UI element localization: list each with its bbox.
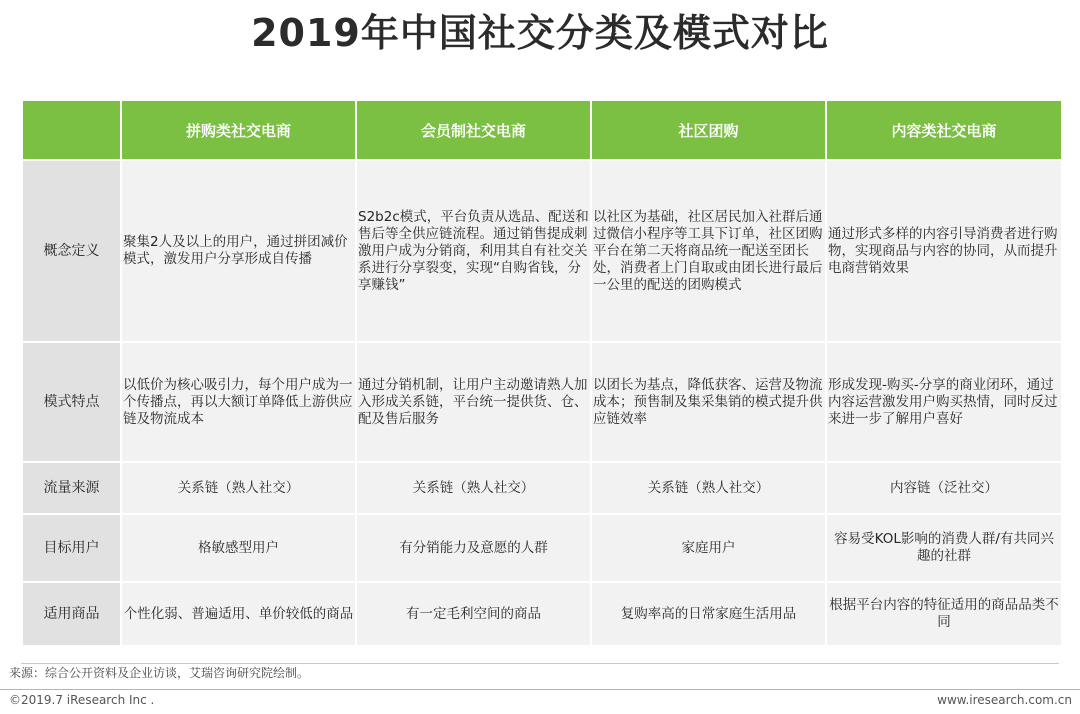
table-cell: 家庭用户: [592, 515, 825, 583]
table-cell: 形成发现-购买-分享的商业闭环，通过内容运营激发用户购买热情，同时反过来进一步了解用户喜好: [827, 343, 1061, 463]
table-row-traffic-source: [23, 463, 1061, 515]
table-cell: 通过分销机制，让用户主动邀请熟人加入形成关系链，平台统一提供货、仓、配及售后服务: [357, 343, 590, 463]
bottom-rule: [0, 689, 1080, 690]
table-row-target-users: [23, 515, 1061, 583]
source-note: 来源：综合公开资料及企业访谈，艾瑞咨询研究院绘制。: [9, 666, 310, 680]
table-cell: 以社区为基础，社区居民加入社群后通过微信小程序等工具下订单，社区团购平台在第二天将商品统一配送至团长处，消费者上门自取或由团长进行最后一公里的配送的团购模式: [592, 161, 825, 343]
column-header-content: 内容类社交电商: [827, 101, 1061, 161]
table-cell: 个性化弱、普遍适用、单价较低的商品: [122, 583, 355, 647]
table-cell: 有一定毛利空间的商品: [357, 583, 590, 647]
table-cell: 根据平台内容的特征适用的商品品类不同: [827, 583, 1061, 647]
table-cell: 内容链（泛社交）: [827, 463, 1061, 515]
table-cell: 关系链（熟人社交）: [122, 463, 355, 515]
table-row-concept-definition: [23, 161, 1061, 343]
table-row-applicable-goods: [23, 583, 1061, 647]
table-cell: 关系链（熟人社交）: [357, 463, 590, 515]
table-cell: 格敏感型用户: [122, 515, 355, 583]
table-cell: S2b2c模式，平台负责从选品、配送和售后等全供应链流程。通过销售提成刺激用户成为分销商，利用其自有社交关系进行分享裂变，实现“自购省钱，分享赚钱”: [357, 161, 590, 343]
footer-divider: [21, 663, 1059, 664]
website-link[interactable]: www.iresearch.com.cn: [937, 693, 1072, 707]
comparison-table: [21, 101, 1063, 647]
column-header-pingou: 拼购类社交电商: [122, 101, 355, 161]
row-label: 适用商品: [23, 583, 120, 647]
column-header-membership: 会员制社交电商: [357, 101, 590, 161]
header-corner-cell: [23, 101, 120, 161]
table-row-model-features: [23, 343, 1061, 463]
table-cell: 有分销能力及意愿的人群: [357, 515, 590, 583]
table-cell: 以团长为基点，降低获客、运营及物流成本；预售制及集采集销的模式提升供应链效率: [592, 343, 825, 463]
table-cell: 容易受KOL影响的消费人群/有共同兴趣的社群: [827, 515, 1061, 583]
copyright-text: ©2019.7 iResearch Inc .: [9, 693, 155, 707]
table-cell: 以低价为核心吸引力，每个用户成为一个传播点，再以大额订单降低上游供应链及物流成本: [122, 343, 355, 463]
page-title: 2019年中国社交分类及模式对比: [251, 11, 829, 55]
table-cell: 关系链（熟人社交）: [592, 463, 825, 515]
column-header-community-groupbuy: 社区团购: [592, 101, 825, 161]
table-cell: 复购率高的日常家庭生活用品: [592, 583, 825, 647]
row-label: 模式特点: [23, 343, 120, 463]
row-label: 目标用户: [23, 515, 120, 583]
table-header-row: [23, 101, 1061, 161]
row-label: 概念定义: [23, 161, 120, 343]
row-label: 流量来源: [23, 463, 120, 515]
table-cell: 聚集2人及以上的用户，通过拼团减价模式，激发用户分享形成自传播: [122, 161, 355, 343]
table-cell: 通过形式多样的内容引导消费者进行购物，实现商品与内容的协同，从而提升电商营销效果: [827, 161, 1061, 343]
